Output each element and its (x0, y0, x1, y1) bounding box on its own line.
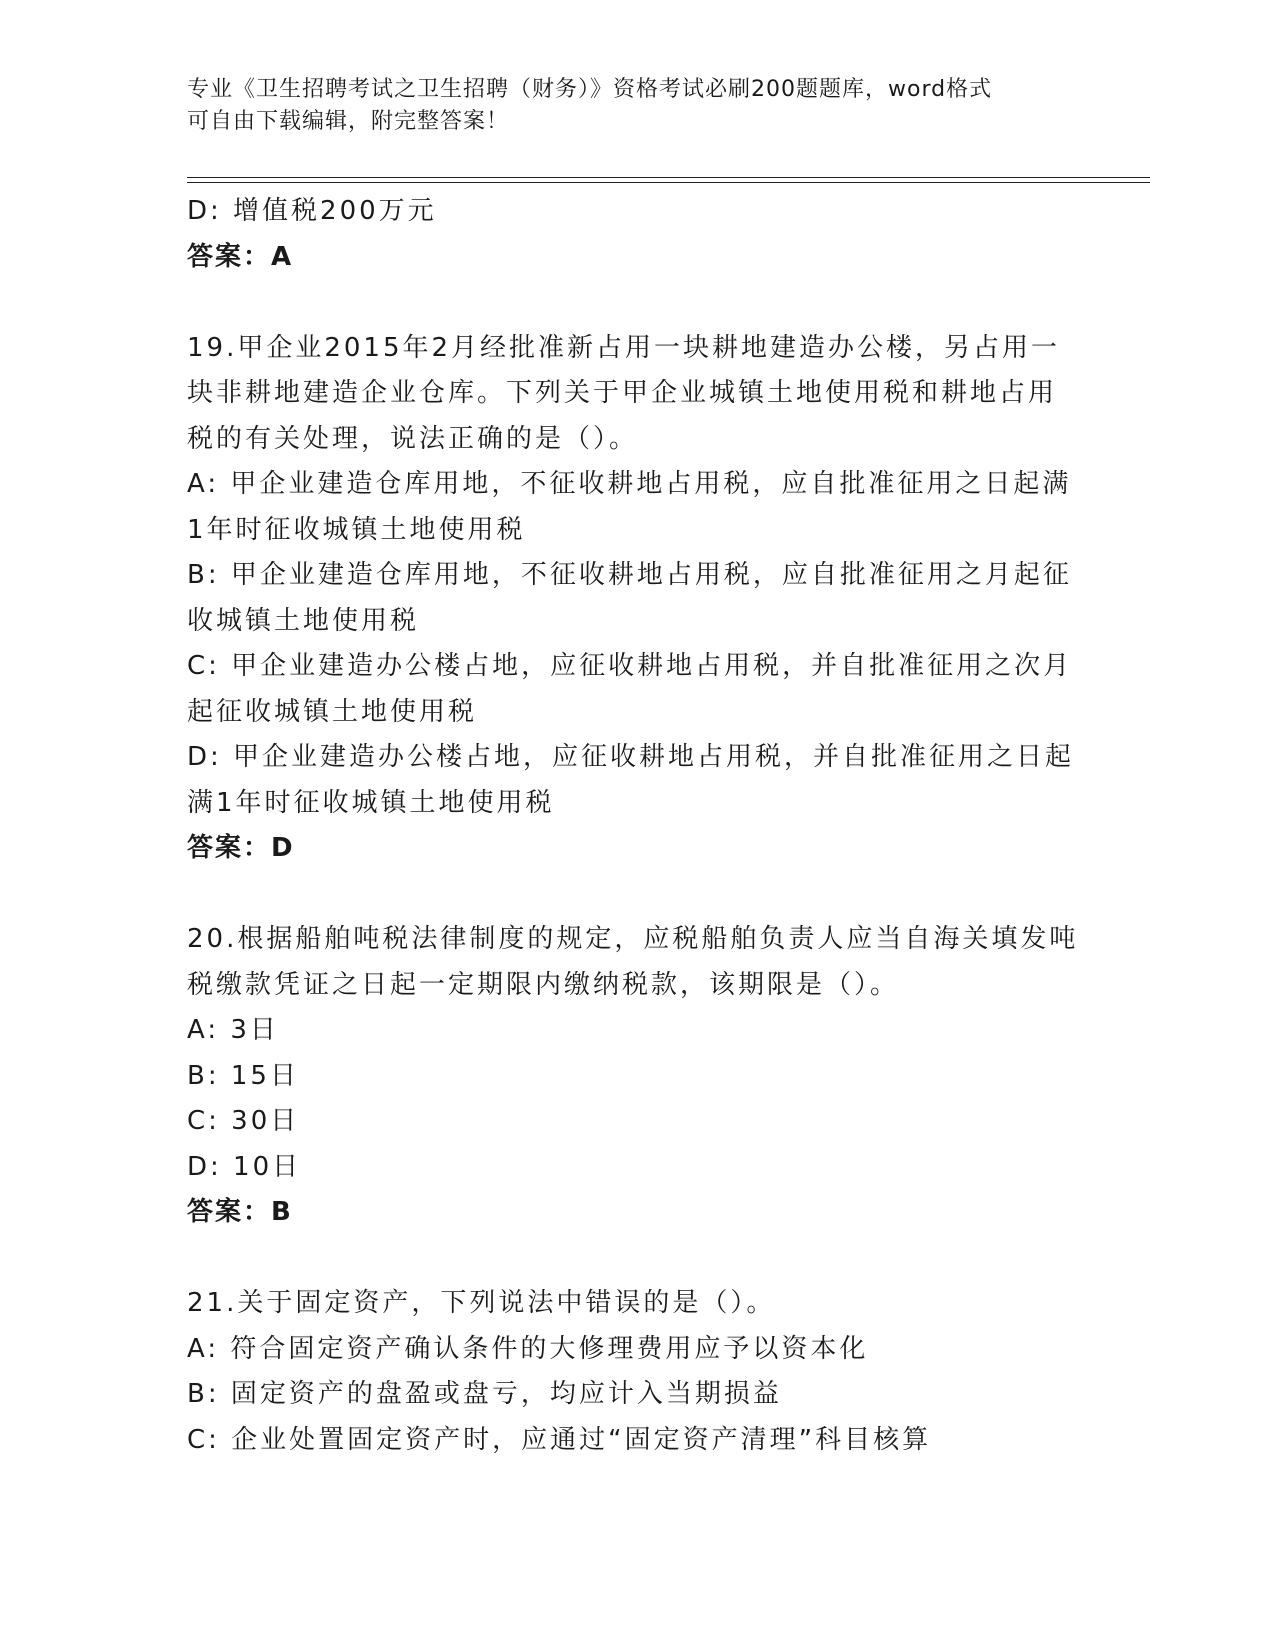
spacer (187, 280, 1087, 326)
q20-option-c: C: 30日 (187, 1106, 300, 1136)
header-divider-top (187, 177, 1150, 178)
header-title-line-2: 可自由下载编辑，附完整答案！ (187, 109, 510, 134)
spacer (187, 872, 1087, 918)
question-19 (187, 326, 1087, 872)
q19-stem-line: 税的有关处理，说法正确的是（）。 (187, 423, 639, 454)
q20-option-b: B: 15日 (187, 1060, 299, 1091)
q20-stem-line: 20.根据船舶吨税法律制度的规定，应税船舶负责人应当自海关填发吨 (187, 924, 1079, 954)
q21-option-a: A: 符合固定资产确认条件的大修理费用应予以资本化 (187, 1333, 869, 1364)
spacer (187, 1236, 1087, 1282)
question-content (187, 189, 1087, 1463)
q19-option-d: D: 甲企业建造办公楼占地，应征收耕地占用税，并自批准征用之日起 (187, 742, 1075, 772)
q20-answer: 答案：B (187, 1197, 293, 1227)
q19-option-b-cont: 收城镇土地使用税 (187, 605, 420, 636)
q19-option-c: C: 甲企业建造办公楼占地，应征收耕地占用税，并自批准征用之次月 (187, 651, 1073, 681)
q18-answer: 答案：A (187, 241, 294, 272)
q19-option-a-cont: 1年时征收城镇土地使用税 (187, 514, 526, 545)
q19-option-a: A: 甲企业建造仓库用地，不征收耕地占用税，应自批准征用之日起满 (187, 469, 1072, 499)
page-header (187, 74, 1067, 138)
header-title-line-1: 专业《卫生招聘考试之卫生招聘（财务）》资格考试必刷200题题库，word格式 (187, 77, 993, 102)
question-21 (187, 1281, 1087, 1463)
q19-option-d-cont: 满1年时征收城镇土地使用税 (187, 787, 555, 818)
question-18-tail (187, 189, 1087, 280)
q21-option-b: B: 固定资产的盘盈或盘亏，均应计入当期损益 (187, 1379, 782, 1409)
q18-option-d: D: 增值税200万元 (187, 196, 437, 226)
q21-stem: 21.关于固定资产，下列说法中错误的是（）。 (187, 1288, 776, 1318)
question-20 (187, 917, 1087, 1236)
q19-answer: 答案：D (187, 833, 295, 863)
header-divider-bottom (187, 182, 1150, 183)
q21-option-c: C: 企业处置固定资产时，应通过“固定资产清理”科目核算 (187, 1424, 932, 1455)
q19-option-b: B: 甲企业建造仓库用地，不征收耕地占用税，应自批准征用之月起征 (187, 560, 1072, 590)
q19-stem-line: 块非耕地建造企业仓库。下列关于甲企业城镇土地使用税和耕地占用 (187, 378, 1058, 408)
q19-stem-line: 19.甲企业2015年2月经批准新占用一块耕地建造办公楼，另占用一 (187, 332, 1061, 363)
q20-option-a: A: 3日 (187, 1015, 279, 1045)
q20-option-d: D: 10日 (187, 1151, 302, 1182)
q19-option-c-cont: 起征收城镇土地使用税 (187, 696, 478, 727)
q20-stem-line: 税缴款凭证之日起一定期限内缴纳税款，该期限是（）。 (187, 969, 900, 1000)
